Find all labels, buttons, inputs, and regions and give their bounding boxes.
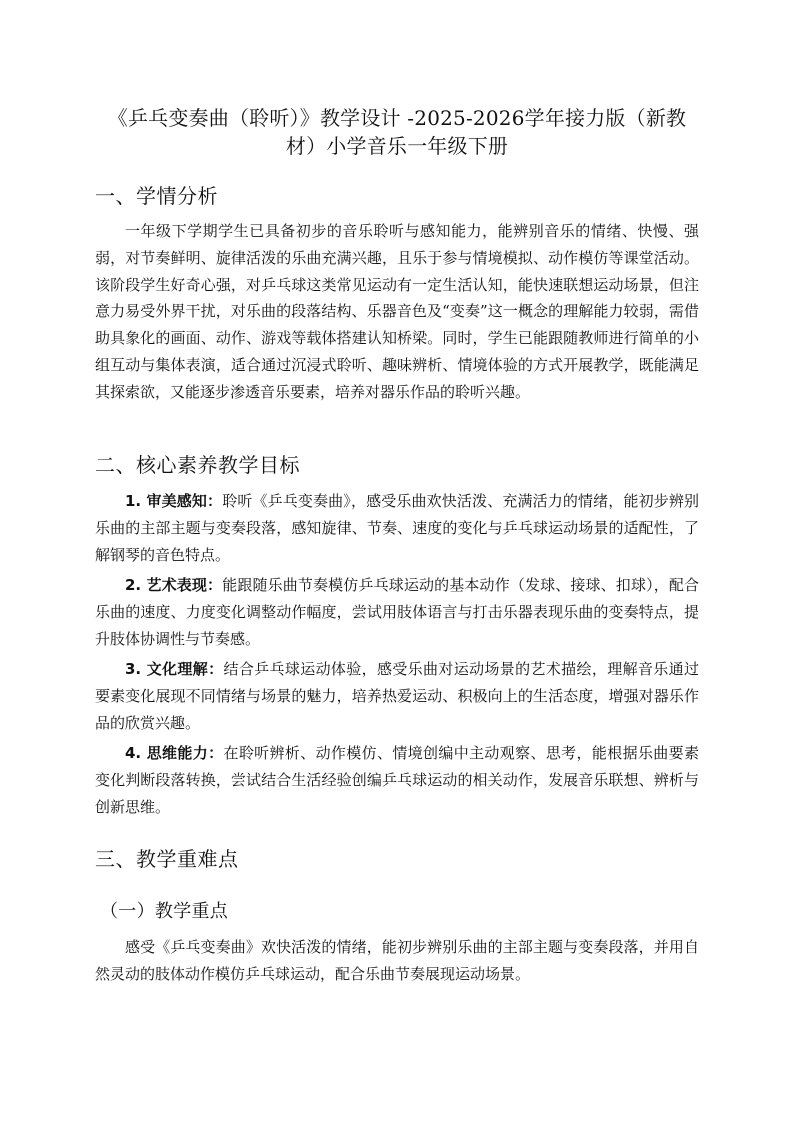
section-heading-key-difficulties: 三、教学重难点 — [95, 847, 239, 871]
teaching-focus-paragraph: 感受《乒乓变奏曲》欢快活泼的情绪，能初步辨别乐曲的主部主题与变奏段落，并用自然灵动的肢体动作模仿乒乓球运动，配合乐曲节奏展现运动场景。 — [95, 938, 699, 983]
document-title: 《乒乓变奏曲（聆听）》教学设计 -2025-2026学年接力版（新教材）小学音乐一年级下册 — [107, 106, 687, 158]
goal-text: 在聆听辨析、动作模仿、情境创编中主动观察、思考，能根据乐曲要素变化判断段落转换，尝试结合生活经验创编乒乓球运动的相关动作，发展音乐联想、辨析与创新思维。 — [95, 744, 699, 816]
goal-cultural-understanding — [95, 656, 699, 736]
goal-aesthetic-perception — [95, 488, 699, 568]
goal-text: 能跟随乐曲节奏模仿乒乓球运动的基本动作（发球、接球、扣球），配合乐曲的速度、力度变化调整动作幅度，尝试用肢体语言与打击乐器表现乐曲的变奏特点，提升肢体协调性与节奏感。 — [95, 576, 700, 648]
learner-analysis-paragraph: 一年级下学期学生已具备初步的音乐聆听与感知能力，能辨别音乐的情绪、快慢、强弱，对节奏鲜明、旋律活泼的乐曲充满兴趣，且乐于参与情境模拟、动作模仿等课堂活动。该阶段学生好奇心强，对乒乓球这类常见运动有一定生活认知，能快速联想运动场景，但注意力易受外界干扰，对乐曲的段落结构、乐器音色及“变奏”这一概念的理解能力较弱，需借助具象化的画面、动作、游戏等载体搭建认知桥梁。同时，学生已能跟随教师进行简单的小组互动与集体表演，适合通过沉浸式聆听、趣味辨析、情境体验的方式开展教学，既能满足其探索欲，又能逐步渗透音乐要素，培养对器乐作品的聆听兴趣。 — [95, 222, 699, 401]
goal-label: 3. 文化理解： — [125, 660, 224, 678]
goal-label: 2. 艺术表现： — [125, 576, 223, 594]
goal-label: 1. 审美感知： — [125, 492, 223, 510]
subsection-heading-teaching-focus: （一）教学重点 — [100, 901, 229, 922]
goal-label: 4. 思维能力： — [125, 744, 224, 762]
section-heading-learner-analysis: 一、学情分析 — [95, 184, 218, 208]
goal-thinking-ability — [95, 740, 699, 820]
section-heading-teaching-goals: 二、核心素养教学目标 — [95, 453, 300, 477]
goal-artistic-expression — [95, 572, 699, 652]
goal-text: 聆听《乒乓变奏曲》，感受乐曲欢快活泼、充满活力的情绪，能初步辨别乐曲的主部主题与变奏段落，感知旋律、节奏、速度的变化与乒乓球运动场景的适配性，了解钢琴的音色特点。 — [95, 492, 700, 564]
goal-text: 结合乒乓球运动体验，感受乐曲对运动场景的艺术描绘，理解音乐通过要素变化展现不同情绪与场景的魅力，培养热爱运动、积极向上的生活态度，增强对器乐作品的欣赏兴趣。 — [95, 660, 699, 732]
